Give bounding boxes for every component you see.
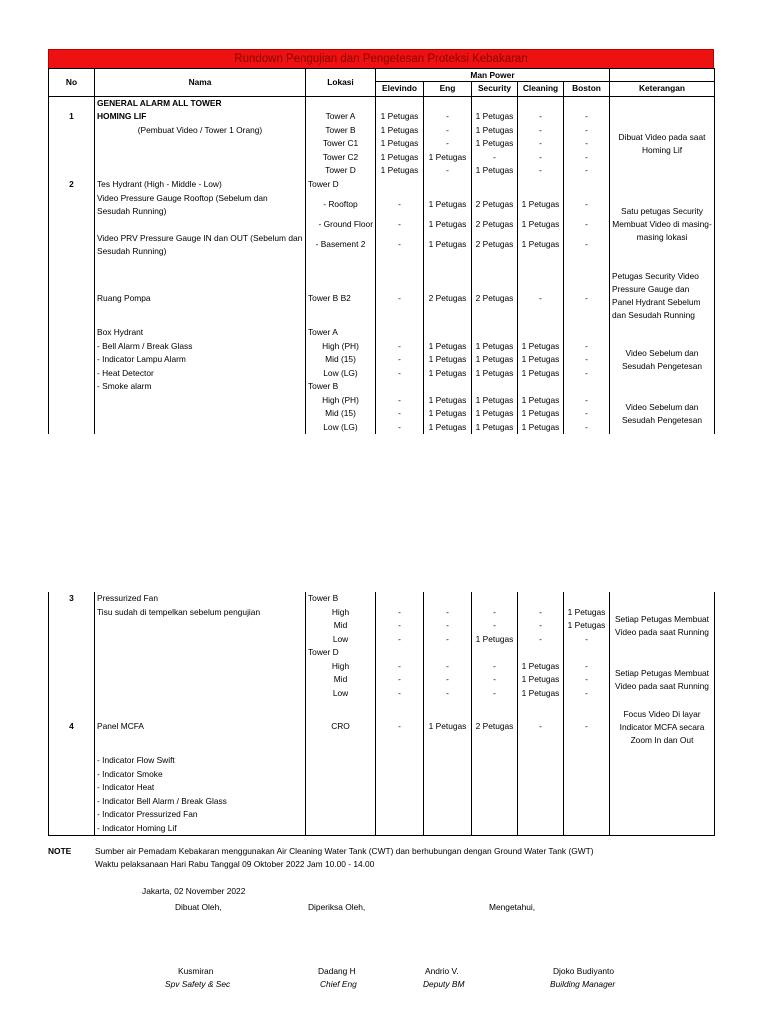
keterangan-homing: Dibuat Video pada saat Homing Lif xyxy=(610,124,715,165)
row-no: 2 xyxy=(49,178,95,192)
tisu-note: Tisu sudah di tempelkan sebelum pengujian xyxy=(95,606,306,620)
note-line-1: Sumber air Pemadam Kebakaran menggunakan Air Cleaning Water Tank (CWT) dan berhubungan dengan Ground Water Tank (GWT) xyxy=(95,846,594,856)
table-row xyxy=(49,96,715,110)
table-row: Tower D xyxy=(49,646,715,660)
keterangan-fan-b: Setiap Petugas Membuat Video pada saat Running xyxy=(610,606,715,647)
panel-mcfa: Panel MCFA xyxy=(95,700,306,754)
table-row: Mid - - - 1 Petugas - xyxy=(49,673,715,687)
keterangan-tower-b: Video Sebelum dan Sesudah Pengetesan xyxy=(610,394,715,435)
table-row: Tisu sudah di tempelkan sebelum pengujian High - - - - 1 Petugas Setiap Petugas Membuat Video pada saat Running xyxy=(49,606,715,620)
col-elevindo: Elevindo xyxy=(376,82,424,97)
header-row xyxy=(49,69,715,82)
table-row: Low (LG) - 1 Petugas 1 Petugas 1 Petugas - xyxy=(49,421,715,435)
table-row: 1 HOMING LIF Tower A 1 Petugas - 1 Petugas - - xyxy=(49,110,715,124)
col-man-power: Man Power xyxy=(376,69,610,82)
col-lokasi: Lokasi xyxy=(306,69,376,97)
keterangan-mcfa: Focus Video Di layar Indicator MCFA secara Zoom In dan Out xyxy=(610,700,715,754)
signer-role: Spv Safety & Sec xyxy=(165,979,231,989)
col-keterangan: Keterangan xyxy=(610,82,715,97)
tes-hydrant: Tes Hydrant (High - Middle - Low) xyxy=(95,178,306,192)
keterangan-pompa: Petugas Security Video Pressure Gauge dan Panel Hydrant Sebelum dan Sesudah Running xyxy=(610,259,715,327)
signer-name: Andrio V. xyxy=(425,966,459,976)
signer-role: Building Manager xyxy=(550,979,616,989)
signer-name: Kusmiran xyxy=(178,966,214,976)
title-text: Rundown Pengujian dan Pengetesan Proteksi Kebakaran xyxy=(48,49,714,69)
place-date: Jakarta, 02 November 2022 xyxy=(142,886,246,896)
diperiksa-oleh: Diperiksa Oleh, xyxy=(308,902,366,912)
table-row: 2 Tes Hydrant (High - Middle - Low) Tower D xyxy=(49,178,715,192)
table-row: Low - - 1 Petugas - - xyxy=(49,633,715,647)
keterangan-hydrant: Satu petugas Security Membuat Video di masing-masing lokasi xyxy=(610,191,715,259)
table-row: - Indicator Bell Alarm / Break Glass xyxy=(49,795,715,809)
note-label: NOTE xyxy=(48,846,72,856)
video-pressure-gauge: Video Pressure Gauge Rooftop (Sebelum dan Sesudah Running) xyxy=(95,191,306,218)
row-no: 1 xyxy=(49,110,95,124)
keterangan-fan-d: Setiap Petugas Membuat Video pada saat Running xyxy=(610,660,715,701)
row-no: 4 xyxy=(49,700,95,754)
signer-role: Deputy BM xyxy=(423,979,465,989)
table-row: 4 Panel MCFA CRO - 1 Petugas 2 Petugas - - Focus Video Di layar Indicator MCFA secara Zoom In dan Out xyxy=(49,700,715,754)
table-row: (Pembuat Video / Tower 1 Orang) Tower B 1 Petugas - 1 Petugas - - Dibuat Video pada saat Homing Lif xyxy=(49,124,715,138)
col-security: Security xyxy=(472,82,518,97)
rundown-table-part-1 xyxy=(48,68,714,434)
table-row: - Smoke alarm Tower B xyxy=(49,380,715,394)
homing-lif: HOMING LIF xyxy=(95,110,306,124)
table-row: Box Hydrant Tower A xyxy=(49,326,715,340)
pembuat-video: (Pembuat Video / Tower 1 Orang) xyxy=(95,124,306,138)
table-row: Low - - - 1 Petugas - xyxy=(49,687,715,701)
box-hydrant: Box Hydrant xyxy=(95,326,306,340)
table-row: High - - - 1 Petugas - Setiap Petugas Membuat Video pada saat Running xyxy=(49,660,715,674)
table-row: 3 Pressurized Fan Tower B xyxy=(49,592,715,606)
table-row: Tower D 1 Petugas - 1 Petugas - - xyxy=(49,164,715,178)
table-row: Ruang Pompa Tower B B2 - 2 Petugas 2 Petugas - - xyxy=(49,272,715,326)
table-row: Mid - - - - 1 Petugas xyxy=(49,619,715,633)
dibuat-oleh: Dibuat Oleh, xyxy=(175,902,222,912)
signer-role: Chief Eng xyxy=(320,979,357,989)
table-row: Video Pressure Gauge Rooftop (Sebelum dan Sesudah Running) - Rooftop - 1 Petugas 2 Petugas 1 Petugas - Satu petugas Security Membuat Video di masing-masing lokasi xyxy=(49,191,715,218)
mengetahui: Mengetahui, xyxy=(489,902,536,912)
rundown-table-part-2 xyxy=(48,592,714,836)
col-eng: Eng xyxy=(424,82,472,97)
signer-name: Dadang H xyxy=(318,966,356,976)
table-row: Tower C2 1 Petugas 1 Petugas - - - xyxy=(49,151,715,165)
table-row: High (PH) - 1 Petugas 1 Petugas 1 Petugas - Video Sebelum dan Sesudah Pengetesan xyxy=(49,394,715,408)
col-no: No xyxy=(49,69,95,97)
ruang-pompa: Ruang Pompa xyxy=(95,272,306,326)
signer-name: Djoko Budiyanto xyxy=(553,966,614,976)
row-no: 3 xyxy=(49,592,95,606)
table-row: - Indicator Smoke xyxy=(49,768,715,782)
table-row xyxy=(49,259,715,273)
col-nama: Nama xyxy=(95,69,306,97)
pressurized-fan: Pressurized Fan xyxy=(95,592,306,606)
table-row: Mid (15) - 1 Petugas 1 Petugas 1 Petugas - xyxy=(49,407,715,421)
col-boston: Boston xyxy=(564,82,610,97)
table-row: - Bell Alarm / Break Glass High (PH) - 1 Petugas 1 Petugas 1 Petugas - Video Sebelum dan Sesudah Pengetesan xyxy=(49,340,715,354)
table-row: - Indicator Pressurized Fan xyxy=(49,808,715,822)
table-row: - Indicator Lampu Alarm Mid (15) - 1 Petugas 1 Petugas 1 Petugas - xyxy=(49,353,715,367)
video-prv: Video PRV Pressure Gauge IN dan OUT (Sebelum dan Sesudah Running) xyxy=(95,232,306,259)
general-alarm: GENERAL ALARM ALL TOWER xyxy=(95,96,306,110)
table-row: - Ground Floor - 1 Petugas 2 Petugas 1 Petugas - xyxy=(49,218,715,232)
table-row: - Heat Detector Low (LG) - 1 Petugas 1 Petugas 1 Petugas - xyxy=(49,367,715,381)
table-row: - Indicator Heat xyxy=(49,781,715,795)
keterangan-tower-a: Video Sebelum dan Sesudah Pengetesan xyxy=(610,340,715,381)
col-keterangan-top xyxy=(610,69,715,82)
note-line-2: Waktu pelaksanaan Hari Rabu Tanggal 09 Oktober 2022 Jam 10.00 - 14.00 xyxy=(95,859,375,869)
table-row: Video PRV Pressure Gauge IN dan OUT (Sebelum dan Sesudah Running) - Basement 2 - 1 Petugas 2 Petugas 1 Petugas - xyxy=(49,232,715,259)
col-cleaning: Cleaning xyxy=(518,82,564,97)
table-title xyxy=(48,49,714,69)
table-row: - Indicator Flow Swift xyxy=(49,754,715,768)
table-row: Tower C1 1 Petugas - 1 Petugas - - xyxy=(49,137,715,151)
table-row: - Indicator Homing Lif xyxy=(49,822,715,836)
